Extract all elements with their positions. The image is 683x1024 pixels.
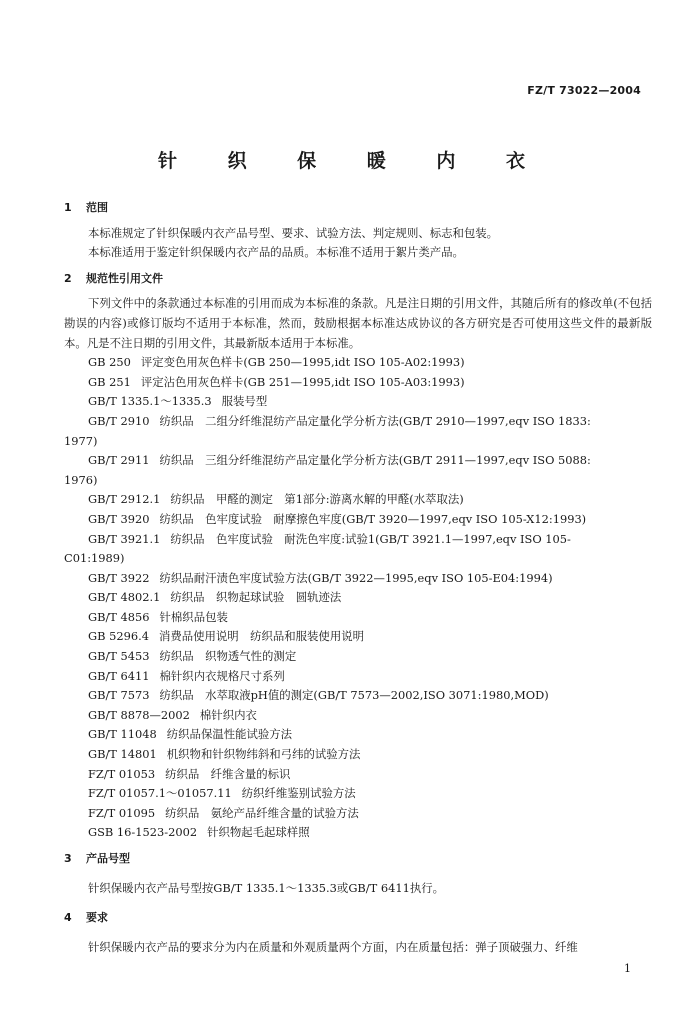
reference-code: GB/T 8878—2002 [88,707,190,722]
section-number: 2 [64,271,72,285]
reference-code: GB/T 3921.1 [88,531,161,546]
reference-title: 纺织品 水萃取液pH值的测定(GB/T 7573—2002,ISO 3071:1980,MOD) [159,688,549,703]
section-number: 3 [64,852,72,865]
section-title: 规范性引用文件 [86,271,163,285]
reference-code: GB/T 7573 [88,688,150,703]
reference-item [64,765,652,785]
reference-code: GB/T 11048 [88,727,157,742]
reference-item [64,725,652,745]
section-title: 产品号型 [86,852,130,865]
reference-code: GB/T 14801 [88,747,157,762]
reference-item [64,823,652,843]
reference-title: 纺织品 纤维含量的标识 [165,766,291,781]
reference-item [64,686,652,706]
scope-paragraph: 本标准规定了针织保暖内衣产品号型、要求、试验方法、判定规则、标志和包装。 [88,225,499,240]
reference-code: GB/T 3922 [88,570,150,585]
reference-item [64,608,652,628]
reference-code: GB/T 5453 [88,649,150,664]
section-number: 4 [64,911,72,925]
reference-title: 纺织品 甲醛的测定 第1部分:游离水解的甲醛(水萃取法) [170,492,464,507]
reference-title: 棉针织内衣规格尺寸系列 [159,668,285,683]
reference-item [64,647,652,667]
reference-title: 消费品使用说明 纺织品和服装使用说明 [158,629,364,644]
reference-item [64,667,652,687]
reference-title-continuation: 1976) [64,472,98,487]
reference-item [64,451,652,490]
document-body [64,198,652,957]
reference-item [64,392,652,412]
references-intro-paragraph: 下列文件中的条款通过本标准的引用而成为本标准的条款。凡是注日期的引用文件，其随后所有的修改单(不包括勘误的内容)或修订版均不适用于本标准，然而，鼓励根据本标准达成协议的各方研究是否可使用这些文件的最新版本。凡是不注日期的引用文件，其最新版本适用于本标准。 [64,296,652,350]
reference-title: 纺织品保温性能试验方法 [166,727,293,742]
reference-item [64,353,652,373]
reference-title: 纺织品耐汗渍色牢度试验方法(GB/T 3922—1995,eqv ISO 105-E04:1994) [159,570,553,585]
reference-title: 评定变色用灰色样卡(GB 250—1995,idt ISO 105-A02:1993) [140,355,465,370]
reference-title: 评定沾色用灰色样卡(GB 251—1995,idt ISO 105-A03:1993) [140,374,465,389]
reference-list [64,353,652,843]
reference-title: 纺织纤维鉴别试验方法 [241,786,356,801]
reference-title: 针织物起毛起球样照 [207,825,310,840]
reference-title: 服装号型 [221,394,268,409]
reference-title: 机织物和针织物纬斜和弓纬的试验方法 [166,747,361,762]
reference-title: 纺织品 色牢度试验 耐洗色牢度:试验1(GB/T 3921.1—1997,eqv ISO 105- [170,531,571,546]
reference-title: 棉针织内衣 [199,707,257,722]
reference-code: GB/T 2911 [88,453,150,468]
reference-title: 纺织品 二组分纤维混纺产品定量化学分析方法(GB/T 2910—1997,eqv ISO 1833: [159,413,591,428]
reference-item [64,569,652,589]
section-title: 要求 [86,911,108,925]
product-size-paragraph: 针织保暖内衣产品号型按GB/T 1335.1～1335.3或GB/T 6411执行。 [88,880,445,895]
reference-title-continuation: C01:1989) [64,551,125,566]
reference-item [64,745,652,765]
reference-code: FZ/T 01095 [88,805,156,820]
reference-code: GB/T 3920 [88,511,150,526]
section-heading-product-size [64,849,652,869]
reference-code: GB/T 4802.1 [88,590,161,605]
reference-item [64,588,652,608]
page-number: 1 [624,962,631,975]
reference-item [64,530,652,569]
reference-code: GB/T 4856 [88,609,150,624]
reference-item [64,804,652,824]
reference-title: 纺织品 三组分纤维混纺产品定量化学分析方法(GB/T 2911—1997,eqv ISO 5088: [159,453,591,468]
section-title: 范围 [86,201,108,214]
section-number: 1 [64,201,72,214]
standard-code: FZ/T 73022—2004 [527,84,641,97]
section-heading-requirements [64,908,652,928]
reference-title: 纺织品 氨纶产品纤维含量的试验方法 [165,805,359,820]
reference-title: 纺织品 色牢度试验 耐摩擦色牢度(GB/T 3920—1997,eqv ISO 105-X12:1993) [159,511,587,526]
document-title: 针 织 保 暖 内 衣 [157,150,548,172]
reference-item [64,627,652,647]
reference-code: GB/T 2912.1 [88,492,161,507]
reference-item [64,784,652,804]
reference-title-continuation: 1977) [64,433,98,448]
reference-title: 针棉织品包装 [159,609,228,624]
reference-title: 纺织品 织物透气性的测定 [159,649,297,664]
reference-title: 纺织品 织物起球试验 圆轨迹法 [170,590,342,605]
reference-code: GB 5296.4 [88,629,149,644]
reference-code: FZ/T 01057.1～01057.11 [88,786,232,801]
reference-code: GB/T 6411 [88,668,150,683]
reference-code: GB 250 [88,355,131,370]
section-heading-scope [64,198,652,218]
reference-item [64,510,652,530]
reference-code: FZ/T 01053 [88,766,156,781]
reference-item [64,412,652,451]
reference-code: GB/T 1335.1～1335.3 [88,394,212,409]
reference-code: GB/T 2910 [88,413,150,428]
reference-item [64,373,652,393]
reference-code: GSB 16-1523-2002 [88,825,198,840]
scope-paragraph: 本标准适用于鉴定针织保暖内衣产品的品质。本标准不适用于絮片类产品。 [88,245,464,260]
reference-item [64,706,652,726]
reference-item [64,490,652,510]
reference-code: GB 251 [88,374,131,389]
requirements-paragraph: 针织保暖内衣产品的要求分为内在质量和外观质量两个方面，内在质量包括：弹子顶破强力、纤维 [88,939,578,954]
section-heading-normative-references [64,269,652,289]
